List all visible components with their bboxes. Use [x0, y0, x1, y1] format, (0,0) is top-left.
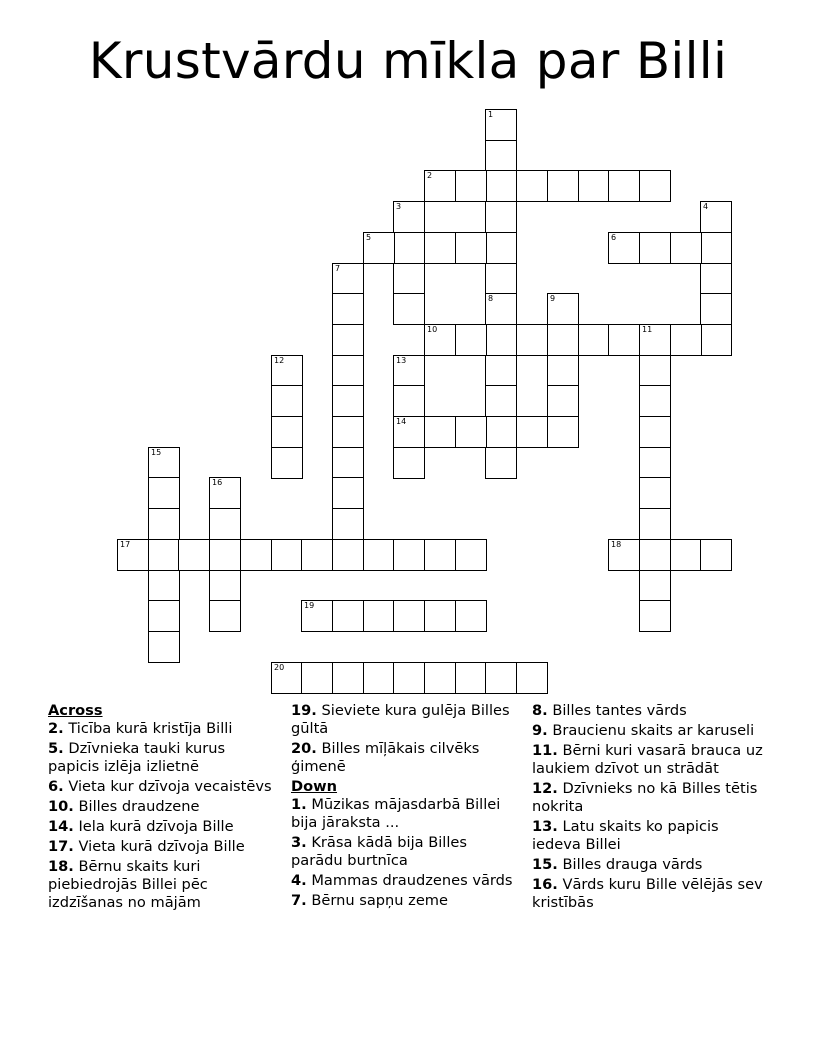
clue-number: 2 [427, 171, 433, 180]
clue-number: 8 [488, 294, 494, 303]
grid-cell[interactable] [608, 324, 640, 356]
grid-cell[interactable] [209, 508, 241, 540]
grid-cell[interactable] [178, 539, 210, 571]
grid-cell[interactable] [148, 631, 180, 663]
down-clue [532, 818, 772, 854]
grid-cell[interactable] [639, 477, 671, 509]
grid-cell[interactable] [301, 600, 333, 632]
grid-cell[interactable] [332, 416, 364, 448]
clue-text: Billes tantes vārds [552, 702, 687, 719]
grid-cell[interactable] [424, 662, 456, 694]
grid-cell[interactable] [240, 539, 272, 571]
grid-cell[interactable] [547, 355, 579, 387]
clue-number: 4 [703, 202, 709, 211]
grid-cell[interactable] [639, 570, 671, 602]
across-header: Across [48, 702, 103, 719]
grid-cell[interactable] [485, 662, 517, 694]
grid-cell[interactable] [332, 477, 364, 509]
grid-cell[interactable] [455, 662, 487, 694]
clue-num: 14. [48, 818, 74, 835]
grid-cell[interactable] [424, 600, 456, 632]
grid-cell[interactable] [547, 324, 579, 356]
clue-text: Ticība kurā kristīja Billi [68, 720, 233, 737]
clues-column-1 [48, 702, 278, 914]
clue-text: Bērnu skaits kuri piebiedrojās Billei pēc izdzīšanas no mājām [48, 858, 208, 911]
clues-column-3 [532, 702, 772, 914]
clue-num: 2. [48, 720, 64, 737]
grid-cell[interactable] [148, 539, 180, 571]
clue-num: 9. [532, 722, 548, 739]
grid-cell[interactable] [455, 416, 487, 448]
grid-cell[interactable] [455, 170, 487, 202]
grid-cell[interactable] [332, 355, 364, 387]
grid-cell[interactable] [393, 385, 425, 417]
clue-number: 5 [366, 233, 372, 242]
clue-text: Vieta kur dzīvoja vecaistēvs [68, 778, 272, 795]
across-clue [48, 798, 278, 816]
grid-cell[interactable] [639, 324, 671, 356]
grid-cell[interactable] [271, 662, 303, 694]
grid-cell[interactable] [485, 324, 517, 356]
grid-cell[interactable] [639, 508, 671, 540]
grid-cell[interactable] [485, 447, 517, 479]
grid-cell[interactable] [608, 539, 640, 571]
grid-cell[interactable] [148, 508, 180, 540]
grid-cell[interactable] [332, 662, 364, 694]
grid-cell[interactable] [393, 263, 425, 295]
clues-column-2 [291, 702, 521, 912]
page-title: Krustvārdu mīkla par Billi [88, 32, 728, 90]
grid-cell[interactable] [608, 232, 640, 264]
clue-text: Vārds kuru Bille vēlējās sev kristībās [532, 876, 763, 911]
clue-number: 19 [304, 601, 315, 610]
grid-cell[interactable] [639, 416, 671, 448]
clue-text: Dzīvnieka tauki kurus papicis izlēja izlietnē [48, 740, 226, 775]
grid-cell[interactable] [485, 232, 517, 264]
clue-text: Bērnu sapņu zeme [311, 892, 448, 909]
grid-cell[interactable] [485, 109, 517, 141]
grid-cell[interactable] [516, 170, 548, 202]
grid-cell[interactable] [485, 293, 517, 325]
clue-num: 20. [291, 740, 317, 757]
grid-cell[interactable] [547, 416, 579, 448]
across-clue [48, 720, 278, 738]
clue-num: 5. [48, 740, 64, 757]
clue-num: 18. [48, 858, 74, 875]
clue-number: 10 [427, 325, 438, 334]
clue-num: 11. [532, 742, 558, 759]
down-clue [532, 702, 772, 720]
across-clue [48, 858, 278, 912]
grid-cell[interactable] [424, 416, 456, 448]
clue-num: 16. [532, 876, 558, 893]
grid-cell[interactable] [455, 324, 487, 356]
clue-num: 19. [291, 702, 317, 719]
grid-cell[interactable] [578, 324, 610, 356]
across-clue [48, 778, 278, 796]
clue-number: 6 [611, 233, 617, 242]
grid-cell[interactable] [608, 170, 640, 202]
grid-cell[interactable] [209, 600, 241, 632]
grid-cell[interactable] [271, 355, 303, 387]
grid-cell[interactable] [363, 539, 395, 571]
grid-cell[interactable] [301, 662, 333, 694]
clue-number: 18 [611, 540, 622, 549]
grid-cell[interactable] [393, 662, 425, 694]
across-clue [48, 838, 278, 856]
grid-cell[interactable] [485, 140, 517, 172]
across-clue [48, 740, 278, 776]
grid-cell[interactable] [332, 324, 364, 356]
grid-cell[interactable] [393, 293, 425, 325]
grid-cell[interactable] [639, 170, 671, 202]
grid-cell[interactable] [578, 170, 610, 202]
grid-cell[interactable] [424, 232, 456, 264]
down-clue [532, 856, 772, 874]
grid-cell[interactable] [271, 385, 303, 417]
grid-cell[interactable] [332, 539, 364, 571]
down-clue [291, 872, 521, 890]
clue-number: 1 [488, 110, 494, 119]
grid-cell[interactable] [393, 447, 425, 479]
clue-number: 20 [274, 663, 285, 672]
grid-cell[interactable] [271, 539, 303, 571]
clue-num: 10. [48, 798, 74, 815]
clue-num: 4. [291, 872, 307, 889]
grid-cell[interactable] [639, 385, 671, 417]
grid-cell[interactable] [363, 662, 395, 694]
clue-number: 12 [274, 356, 285, 365]
grid-cell[interactable] [424, 539, 456, 571]
clue-num: 12. [532, 780, 558, 797]
clue-number: 17 [120, 540, 131, 549]
grid-cell[interactable] [393, 416, 425, 448]
down-clue [291, 834, 521, 870]
clue-number: 14 [396, 417, 407, 426]
grid-cell[interactable] [301, 539, 333, 571]
grid-cell[interactable] [670, 232, 702, 264]
grid-cell[interactable] [393, 355, 425, 387]
clue-num: 8. [532, 702, 548, 719]
down-header: Down [291, 778, 338, 795]
grid-cell[interactable] [485, 170, 517, 202]
grid-cell[interactable] [117, 539, 149, 571]
grid-cell[interactable] [455, 600, 487, 632]
clue-text: Sieviete kura gulēja Billes gūltā [291, 702, 510, 737]
grid-cell[interactable] [485, 385, 517, 417]
clue-text: Iela kurā dzīvoja Bille [78, 818, 234, 835]
clue-text: Bērni kuri vasarā brauca uz laukiem dzīvot un strādāt [532, 742, 763, 777]
clue-text: Krāsa kādā bija Billes parādu burtnīca [291, 834, 467, 869]
grid-cell[interactable] [393, 232, 425, 264]
down-clue [532, 780, 772, 816]
grid-cell[interactable] [485, 263, 517, 295]
grid-cell[interactable] [393, 539, 425, 571]
clue-num: 15. [532, 856, 558, 873]
clue-text: Mammas draudzenes vārds [311, 872, 513, 889]
clue-number: 13 [396, 356, 407, 365]
clue-text: Latu skaits ko papicis iedeva Billei [532, 818, 719, 853]
across-clue [291, 702, 521, 738]
clue-text: Mūzikas mājasdarbā Billei bija jāraksta ... [291, 796, 501, 831]
grid-cell[interactable] [639, 447, 671, 479]
clue-text: Billes mīļākais cilvēks ģimenē [291, 740, 480, 775]
clue-text: Braucienu skaits ar karuseli [552, 722, 755, 739]
clue-number: 7 [335, 264, 341, 273]
clue-text: Billes drauga vārds [562, 856, 703, 873]
grid-cell[interactable] [332, 293, 364, 325]
grid-cell[interactable] [670, 539, 702, 571]
grid-cell[interactable] [516, 416, 548, 448]
clue-num: 6. [48, 778, 64, 795]
grid-cell[interactable] [455, 539, 487, 571]
clue-number: 11 [642, 325, 653, 334]
grid-cell[interactable] [209, 539, 241, 571]
grid-cell[interactable] [148, 570, 180, 602]
grid-cell[interactable] [332, 508, 364, 540]
grid-cell[interactable] [700, 539, 732, 571]
grid-cell[interactable] [485, 201, 517, 233]
grid-cell[interactable] [424, 170, 456, 202]
grid-cell[interactable] [332, 447, 364, 479]
grid-cell[interactable] [516, 662, 548, 694]
clue-number: 3 [396, 202, 402, 211]
clue-num: 17. [48, 838, 74, 855]
grid-cell[interactable] [424, 324, 456, 356]
grid-cell[interactable] [670, 324, 702, 356]
down-clue [532, 742, 772, 778]
grid-cell[interactable] [209, 570, 241, 602]
grid-cell[interactable] [485, 355, 517, 387]
clue-number: 15 [151, 448, 162, 457]
grid-cell[interactable] [639, 600, 671, 632]
across-clue [291, 740, 521, 776]
grid-cell[interactable] [700, 324, 732, 356]
grid-cell[interactable] [332, 385, 364, 417]
grid-cell[interactable] [516, 324, 548, 356]
clue-num: 1. [291, 796, 307, 813]
grid-cell[interactable] [547, 293, 579, 325]
grid-cell[interactable] [148, 447, 180, 479]
grid-cell[interactable] [639, 539, 671, 571]
grid-cell[interactable] [639, 355, 671, 387]
grid-cell[interactable] [700, 293, 732, 325]
grid-cell[interactable] [547, 170, 579, 202]
grid-cell[interactable] [547, 385, 579, 417]
down-clue [532, 722, 772, 740]
grid-cell[interactable] [700, 263, 732, 295]
grid-cell[interactable] [363, 600, 395, 632]
grid-cell[interactable] [393, 600, 425, 632]
grid-cell[interactable] [393, 201, 425, 233]
down-clue [291, 892, 521, 910]
grid-cell[interactable] [639, 232, 671, 264]
clue-num: 7. [291, 892, 307, 909]
grid-cell[interactable] [332, 263, 364, 295]
grid-cell[interactable] [209, 477, 241, 509]
grid-cell[interactable] [148, 600, 180, 632]
clue-number: 9 [550, 294, 556, 303]
clue-number: 16 [212, 478, 223, 487]
grid-cell[interactable] [700, 201, 732, 233]
clue-text: Billes draudzene [78, 798, 200, 815]
grid-cell[interactable] [332, 600, 364, 632]
grid-cell[interactable] [485, 416, 517, 448]
grid-cell[interactable] [271, 447, 303, 479]
grid-cell[interactable] [363, 232, 395, 264]
grid-cell[interactable] [700, 232, 732, 264]
grid-cell[interactable] [455, 232, 487, 264]
grid-cell[interactable] [271, 416, 303, 448]
clue-text: Dzīvnieks no kā Billes tētis nokrita [532, 780, 758, 815]
grid-cell[interactable] [148, 477, 180, 509]
clue-text: Vieta kurā dzīvoja Bille [78, 838, 245, 855]
clue-num: 3. [291, 834, 307, 851]
down-clue [532, 876, 772, 912]
across-clue [48, 818, 278, 836]
clue-num: 13. [532, 818, 558, 835]
down-clue [291, 796, 521, 832]
